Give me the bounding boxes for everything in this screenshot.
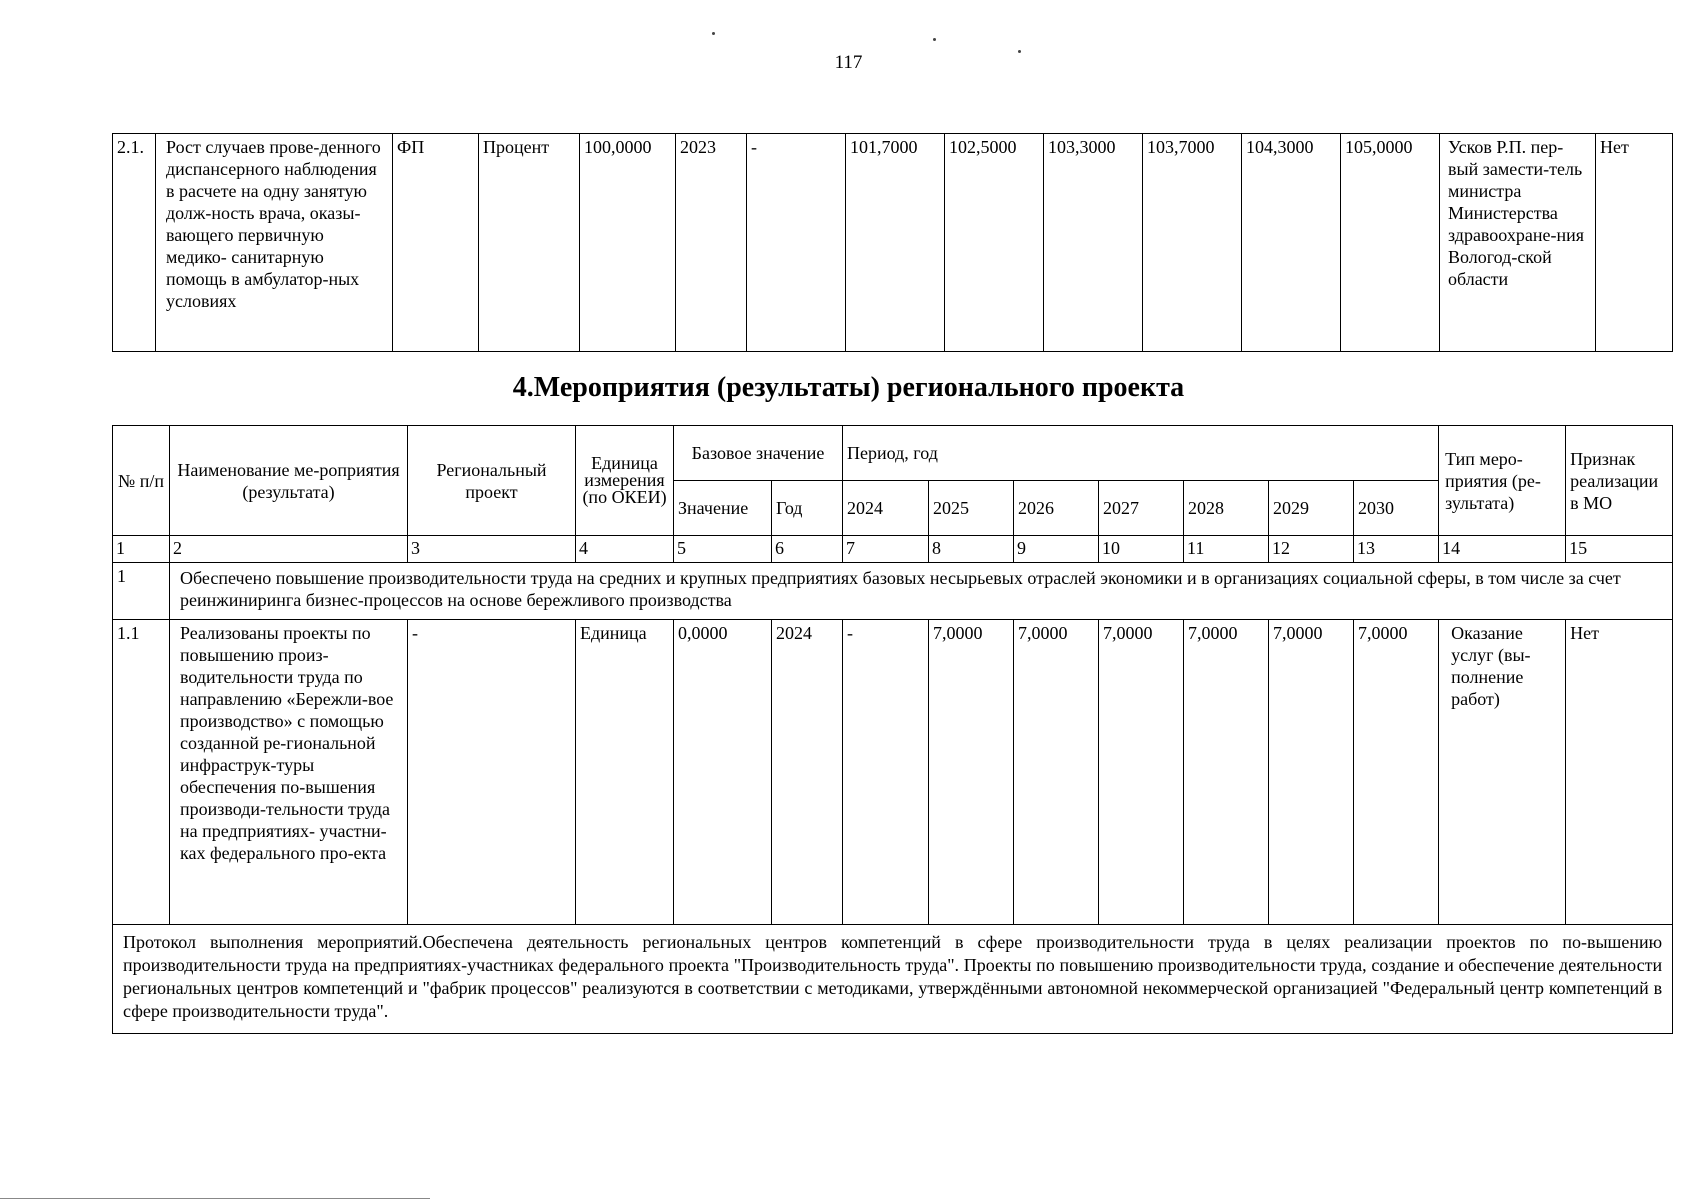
header-base-year: Год [772, 481, 843, 536]
group-title: Обеспечено повышение производительности труда на средних и крупных предприятиях базовых несырьевых отраслей экономики и в организациях социальной сферы, в том числе за счет реинжиниринга бизнес-процессов на основе бережливого производства [170, 563, 1673, 620]
flag-cell: Нет [1596, 134, 1673, 352]
column-number: 4 [576, 536, 674, 563]
column-number: 10 [1099, 536, 1184, 563]
item-mo: Нет [1566, 620, 1673, 925]
header-base: Базовое значение [674, 426, 843, 481]
scan-speck [933, 38, 936, 41]
item-project: - [408, 620, 576, 925]
column-number: 2 [170, 536, 408, 563]
section-title: 4.Мероприятия (результаты) регионального проекта [512, 372, 1185, 403]
column-number-row [113, 536, 1673, 563]
header-year: 2029 [1269, 481, 1354, 536]
header-type: Тип меро-приятия (ре-зультата) [1439, 426, 1566, 536]
item-type: Оказание услуг (вы-полнение работ) [1439, 620, 1566, 925]
value-cell: 104,3000 [1242, 134, 1341, 352]
note-row [113, 925, 1673, 1034]
value-cell: 7,0000 [1014, 620, 1099, 925]
value-cell: 7,0000 [1269, 620, 1354, 925]
value-cell: 101,7000 [846, 134, 945, 352]
value-cell: 7,0000 [1354, 620, 1439, 925]
value-cell: 102,5000 [945, 134, 1044, 352]
base-year: 2023 [676, 134, 747, 352]
column-number: 5 [674, 536, 772, 563]
column-number: 3 [408, 536, 576, 563]
value-cell: 105,0000 [1341, 134, 1440, 352]
item-number: 1.1 [113, 620, 170, 925]
group-number: 1 [113, 563, 170, 620]
indicator-name: Рост случаев прове-денного диспансерного наблюдения в расчете на одну занятую долж-ность врача, оказы-вающего первичную медико- санитарную помощь в амбулатор-ных условиях [156, 134, 393, 352]
group-row [113, 563, 1673, 620]
value-cell: 7,0000 [1184, 620, 1269, 925]
column-number: 14 [1439, 536, 1566, 563]
column-number: 9 [1014, 536, 1099, 563]
header-base-value: Значение [674, 481, 772, 536]
column-number: 6 [772, 536, 843, 563]
column-number: 15 [1566, 536, 1673, 563]
value-cell: - [747, 134, 846, 352]
header-row [113, 426, 1673, 481]
column-number: 7 [843, 536, 929, 563]
column-number: 1 [113, 536, 170, 563]
value-cell: 7,0000 [929, 620, 1014, 925]
item-base-value: 0,0000 [674, 620, 772, 925]
table-row [113, 134, 1673, 352]
protocol-note: Протокол выполнения мероприятий.Обеспечена деятельность региональных центров компетенций в сфере производительности труда в целях реализации проектов по по-вышению производительности труда на предприятиях-участниках федерального проекта "Производительность труда". Проекты по повышению производительности труда, создание и обеспечение деятельности региональных центров компетенций и "фабрик процессов" реализуются в соответствии с методиками, утверждёнными автономной некоммерческой организацией "Федеральный центр компетенций в сфере производительности труда". [113, 925, 1673, 1034]
item-name: Реализованы проекты по повышению произ-водительности труда по направлению «Бережли-вое производство» с помощью созданной ре-гиональной инфраструк-туры обеспечения по-вышения производи-тельности труда на предприятиях- участни-ках федерального про-екта [170, 620, 408, 925]
table-row [113, 620, 1673, 925]
value-cell: - [843, 620, 929, 925]
header-year: 2025 [929, 481, 1014, 536]
indicator-level: ФП [393, 134, 479, 352]
responsible-person: Усков Р.П. пер-вый замести-тель министра Министерства здравоохране-ния Вологод-ской области [1440, 134, 1596, 352]
column-number: 13 [1354, 536, 1439, 563]
column-number: 12 [1269, 536, 1354, 563]
value-cell: 103,3000 [1044, 134, 1143, 352]
header-year: 2024 [843, 481, 929, 536]
scan-speck [1018, 50, 1021, 53]
header-year: 2026 [1014, 481, 1099, 536]
row-number: 2.1. [113, 134, 156, 352]
indicator-unit: Процент [479, 134, 580, 352]
scan-edge-line [0, 1198, 430, 1199]
header-year: 2027 [1099, 481, 1184, 536]
page-number: 117 [834, 52, 863, 73]
indicator-table [112, 133, 1673, 352]
header-year: 2030 [1354, 481, 1439, 536]
base-value: 100,0000 [580, 134, 676, 352]
activities-table [112, 425, 1673, 1034]
column-number: 8 [929, 536, 1014, 563]
scan-speck [712, 32, 715, 35]
header-name: Наименование ме-роприятия (результата) [170, 426, 408, 536]
column-number: 11 [1184, 536, 1269, 563]
header-project: Региональный проект [408, 426, 576, 536]
header-period: Период, год [843, 426, 1439, 481]
value-cell: 103,7000 [1143, 134, 1242, 352]
header-mo: Признак реализации в МО [1566, 426, 1673, 536]
header-unit: Единица измерения (по ОКЕИ) [576, 426, 674, 536]
item-unit: Единица [576, 620, 674, 925]
header-year: 2028 [1184, 481, 1269, 536]
value-cell: 7,0000 [1099, 620, 1184, 925]
item-base-year: 2024 [772, 620, 843, 925]
header-num: № п/п [113, 426, 170, 536]
